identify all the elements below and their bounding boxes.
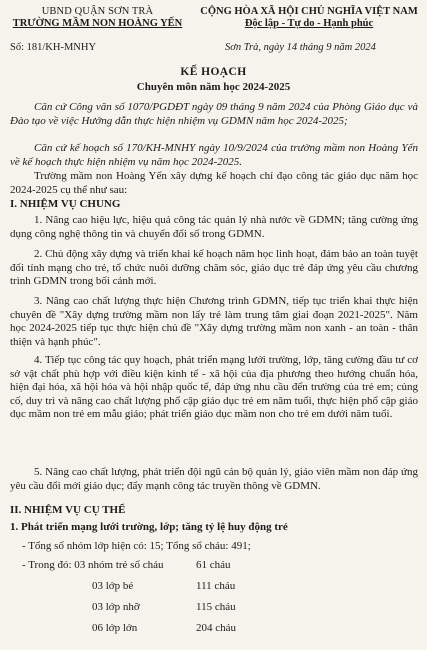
document-number: Số: 181/KH-MNHY [10, 42, 97, 53]
class-row-label: 06 lớp lớn [92, 622, 138, 634]
general-task-3: 3. Nâng cao chất lượng thực hiện Chương trình GDMN, tiếp tục triển khai thực hiện chuyên đề "Xây dựng trường mầm non lấy trẻ làm trung tâm giai đoạn 2021-2025". Năm học 2024-2025 tiếp tục thực hiện chủ đề "Xây dựng trường mầm non xanh - an toàn - thân thiện và hạnh phúc". [10, 295, 418, 348]
class-row-count: 115 cháu [196, 601, 236, 613]
general-task-1: 1. Nâng cao hiệu lực, hiệu quả công tác quản lý nhà nước về GDMN; tăng cường ứng dụng công nghệ thông tin và chuyển đổi số trong GDMN. [10, 214, 418, 240]
general-task-2: 2. Chủ động xây dựng và triển khai kế hoạch năm học linh hoạt, đảm bảo an toàn tuyệt đối tính mạng cho trẻ, tổ chức nuôi dưỡng chăm sóc, giáo dục trẻ đáp ứng yêu cầu chương trình GDMN trong bối cảnh mới. [10, 248, 418, 288]
national-motto: Độc lập - Tự do - Hạnh phúc [244, 18, 374, 29]
section-2-heading: II. NHIỆM VỤ CỤ THỂ [10, 504, 126, 516]
national-motto-block [198, 6, 420, 30]
place-date: Sơn Trà, ngày 14 tháng 9 năm 2024 [225, 42, 376, 53]
class-row-label: 03 lớp nhỡ [92, 601, 140, 613]
document-title: KẾ HOẠCH [180, 66, 247, 78]
issuer-parent-org: UBND QUẬN SƠN TRÀ [41, 6, 154, 17]
subsection-2-1-heading: 1. Phát triển mạng lưới trường, lớp; tăng tỷ lệ huy động trẻ [10, 521, 288, 533]
general-task-5: 5. Nâng cao chất lượng, phát triển đội ngũ cán bộ quản lý, giáo viên mầm non đáp ứng yêu cầu đổi mới giáo dục; đẩy mạnh công tác truyền thông về GDMN. [10, 466, 418, 492]
issuer-block [10, 6, 185, 30]
total-classes-line: - Tổng số nhóm lớp hiện có: 15; Tổng số cháu: 491; [22, 540, 251, 552]
class-row-count: 111 cháu [196, 580, 236, 592]
nursery-group-label: - Trong đó: 03 nhóm trẻ số cháu [22, 559, 164, 571]
section-1-heading: I. NHIỆM VỤ CHUNG [10, 198, 121, 210]
nursery-group-count: 61 cháu [196, 559, 231, 571]
issuer-school: TRƯỜNG MẦM NON HOÀNG YẾN [12, 18, 183, 29]
class-row-count: 204 cháu [196, 622, 237, 634]
intro-paragraph: Trường mầm non Hoàng Yến xây dựng kế hoạch chỉ đạo công tác giáo dục năm học 2024-2025 cụ thể như sau: [10, 170, 418, 196]
national-title: CỘNG HÒA XÃ HỘI CHỦ NGHĨA VIỆT NAM [200, 6, 418, 17]
general-task-4: 4. Tiếp tục công tác quy hoạch, phát triển mạng lưới trường, lớp, tăng cường đầu tư cơ sở vật chất phù hợp với điều kiện kinh tế - xã hội của địa phương theo hướng chuẩn hóa, hiện đại hóa, xã hội hóa và hội nhập quốc tế, đáp ứng nhu cầu đến trường của trẻ em; củng cố, duy trì và nâng cao chất lượng phổ cập giáo dục trẻ em năm tuổi, thực hiện phổ cập giáo dục mầm non trẻ em mẫu giáo; phát triển giáo dục mầm non cho trẻ em dưới năm tuổi. [10, 354, 418, 421]
class-row-label: 03 lớp bé [92, 580, 134, 592]
document-subtitle: Chuyên môn năm học 2024-2025 [136, 81, 291, 93]
legal-basis-1: Căn cứ Công văn số 1070/PGDĐT ngày 09 tháng 9 năm 2024 của Phòng Giáo dục và Đào tạo về việc Hướng dẫn thực hiện nhiệm vụ GDMN năm học 2024-2025; [10, 101, 418, 127]
legal-basis-2: Căn cứ kế hoạch số 170/KH-MNHY ngày 10/9/2024 của trường mầm non Hoàng Yến về kế hoạch thực hiện nhiệm vụ năm học 2024-2025. [10, 142, 418, 168]
